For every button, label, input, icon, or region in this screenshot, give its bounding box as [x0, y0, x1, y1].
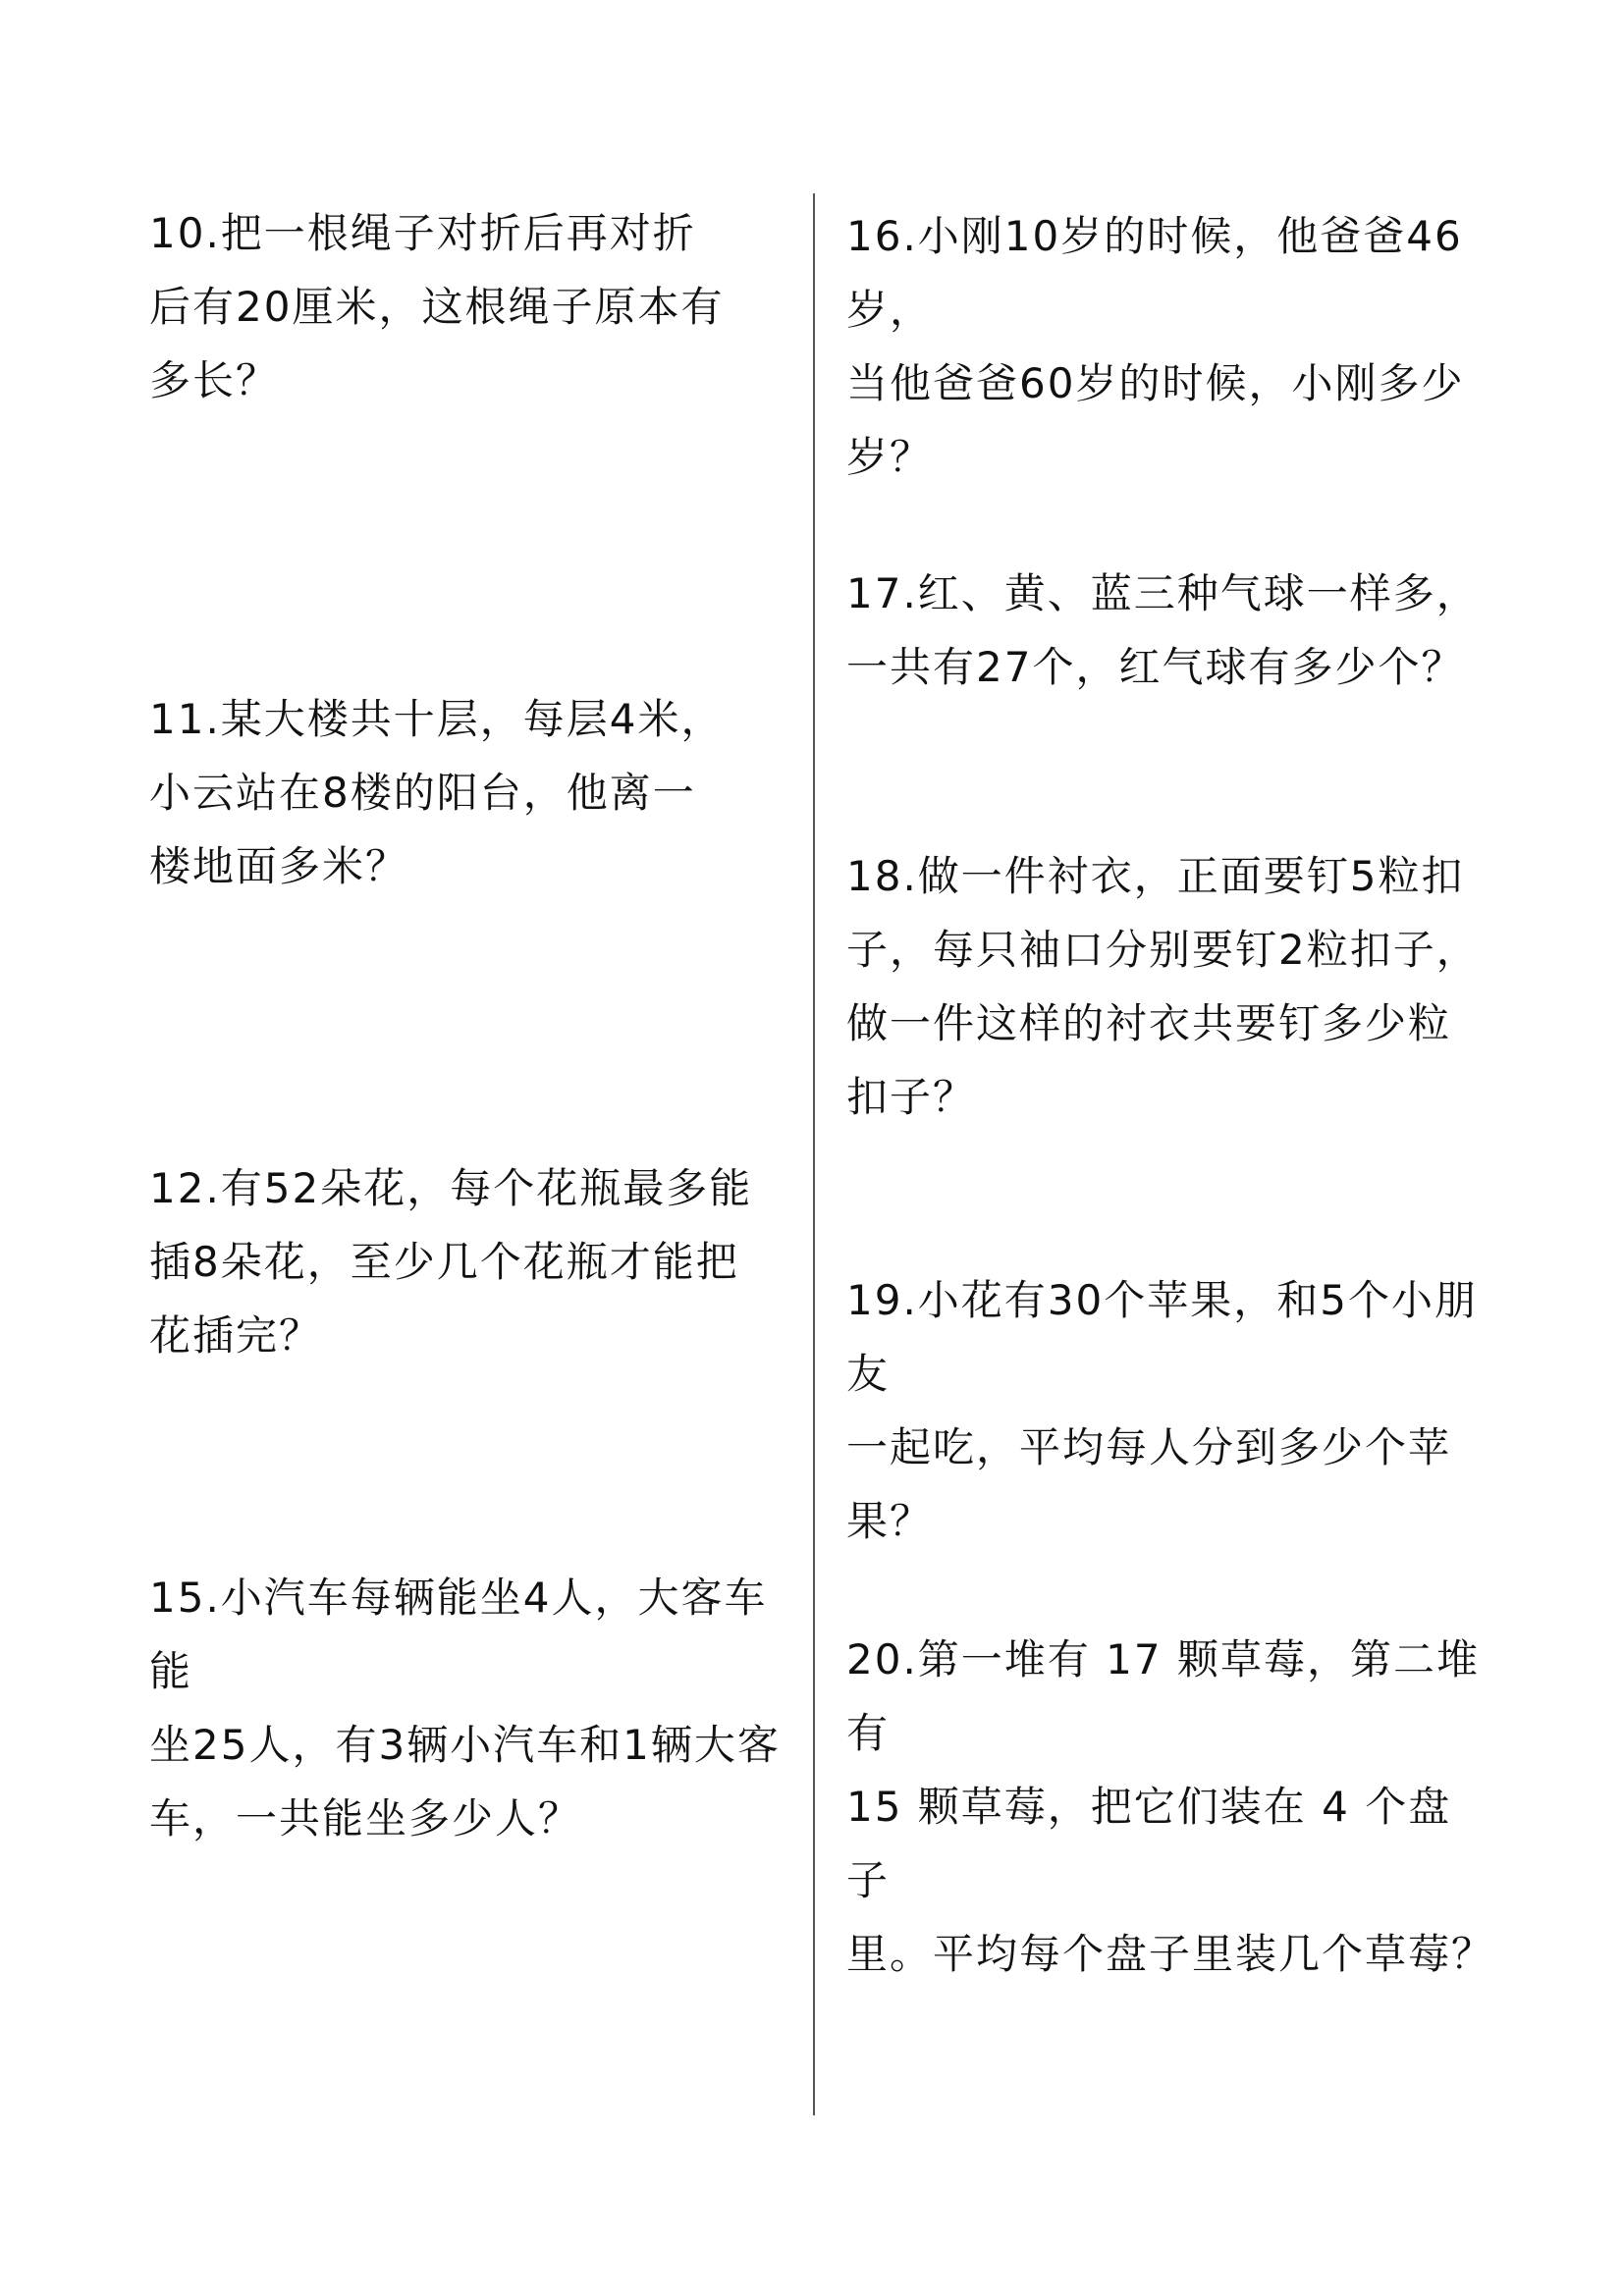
problem-11: 11.某大楼共十层，每层4米， 小云站在8楼的阳台，他离一 楼地面多米？	[149, 695, 725, 890]
problem-16: 16.小刚10岁的时候，他爸爸46岁， 当他爸爸60岁的时候，小刚多少 岁？	[846, 212, 1465, 481]
problem-19: 19.小花有30个苹果，和5个小朋友 一起吃，平均每人分到多少个苹 果？	[846, 1276, 1478, 1545]
problem-12: 12.有52朵花，每个花瓶最多能 插8朵花，至少几个花瓶才能把 花插完？	[149, 1164, 753, 1360]
problem-18: 18.做一件衬衣，正面要钉5粒扣 子，每只袖口分别要钉2粒扣子， 做一件这样的衬衣共要钉多少粒 扣子？	[846, 852, 1480, 1121]
problem-17: 17.红、黄、蓝三种气球一样多， 一共有27个，红气球有多少个？	[846, 569, 1480, 691]
column-divider	[813, 193, 815, 2115]
problem-15: 15.小汽车每辆能坐4人，大客车能 坐25人，有3辆小汽车和1辆大客 车，一共能坐多少人？	[149, 1574, 781, 1842]
problem-20: 20.第一堆有 17 颗草莓，第二堆有 15 颗草莓，把它们装在 4 个盘子 里。平均每个盘子里装几个草莓？	[846, 1635, 1495, 1978]
problem-10: 10.把一根绳子对折后再对折 后有20厘米，这根绳子原本有 多长？	[149, 209, 725, 404]
